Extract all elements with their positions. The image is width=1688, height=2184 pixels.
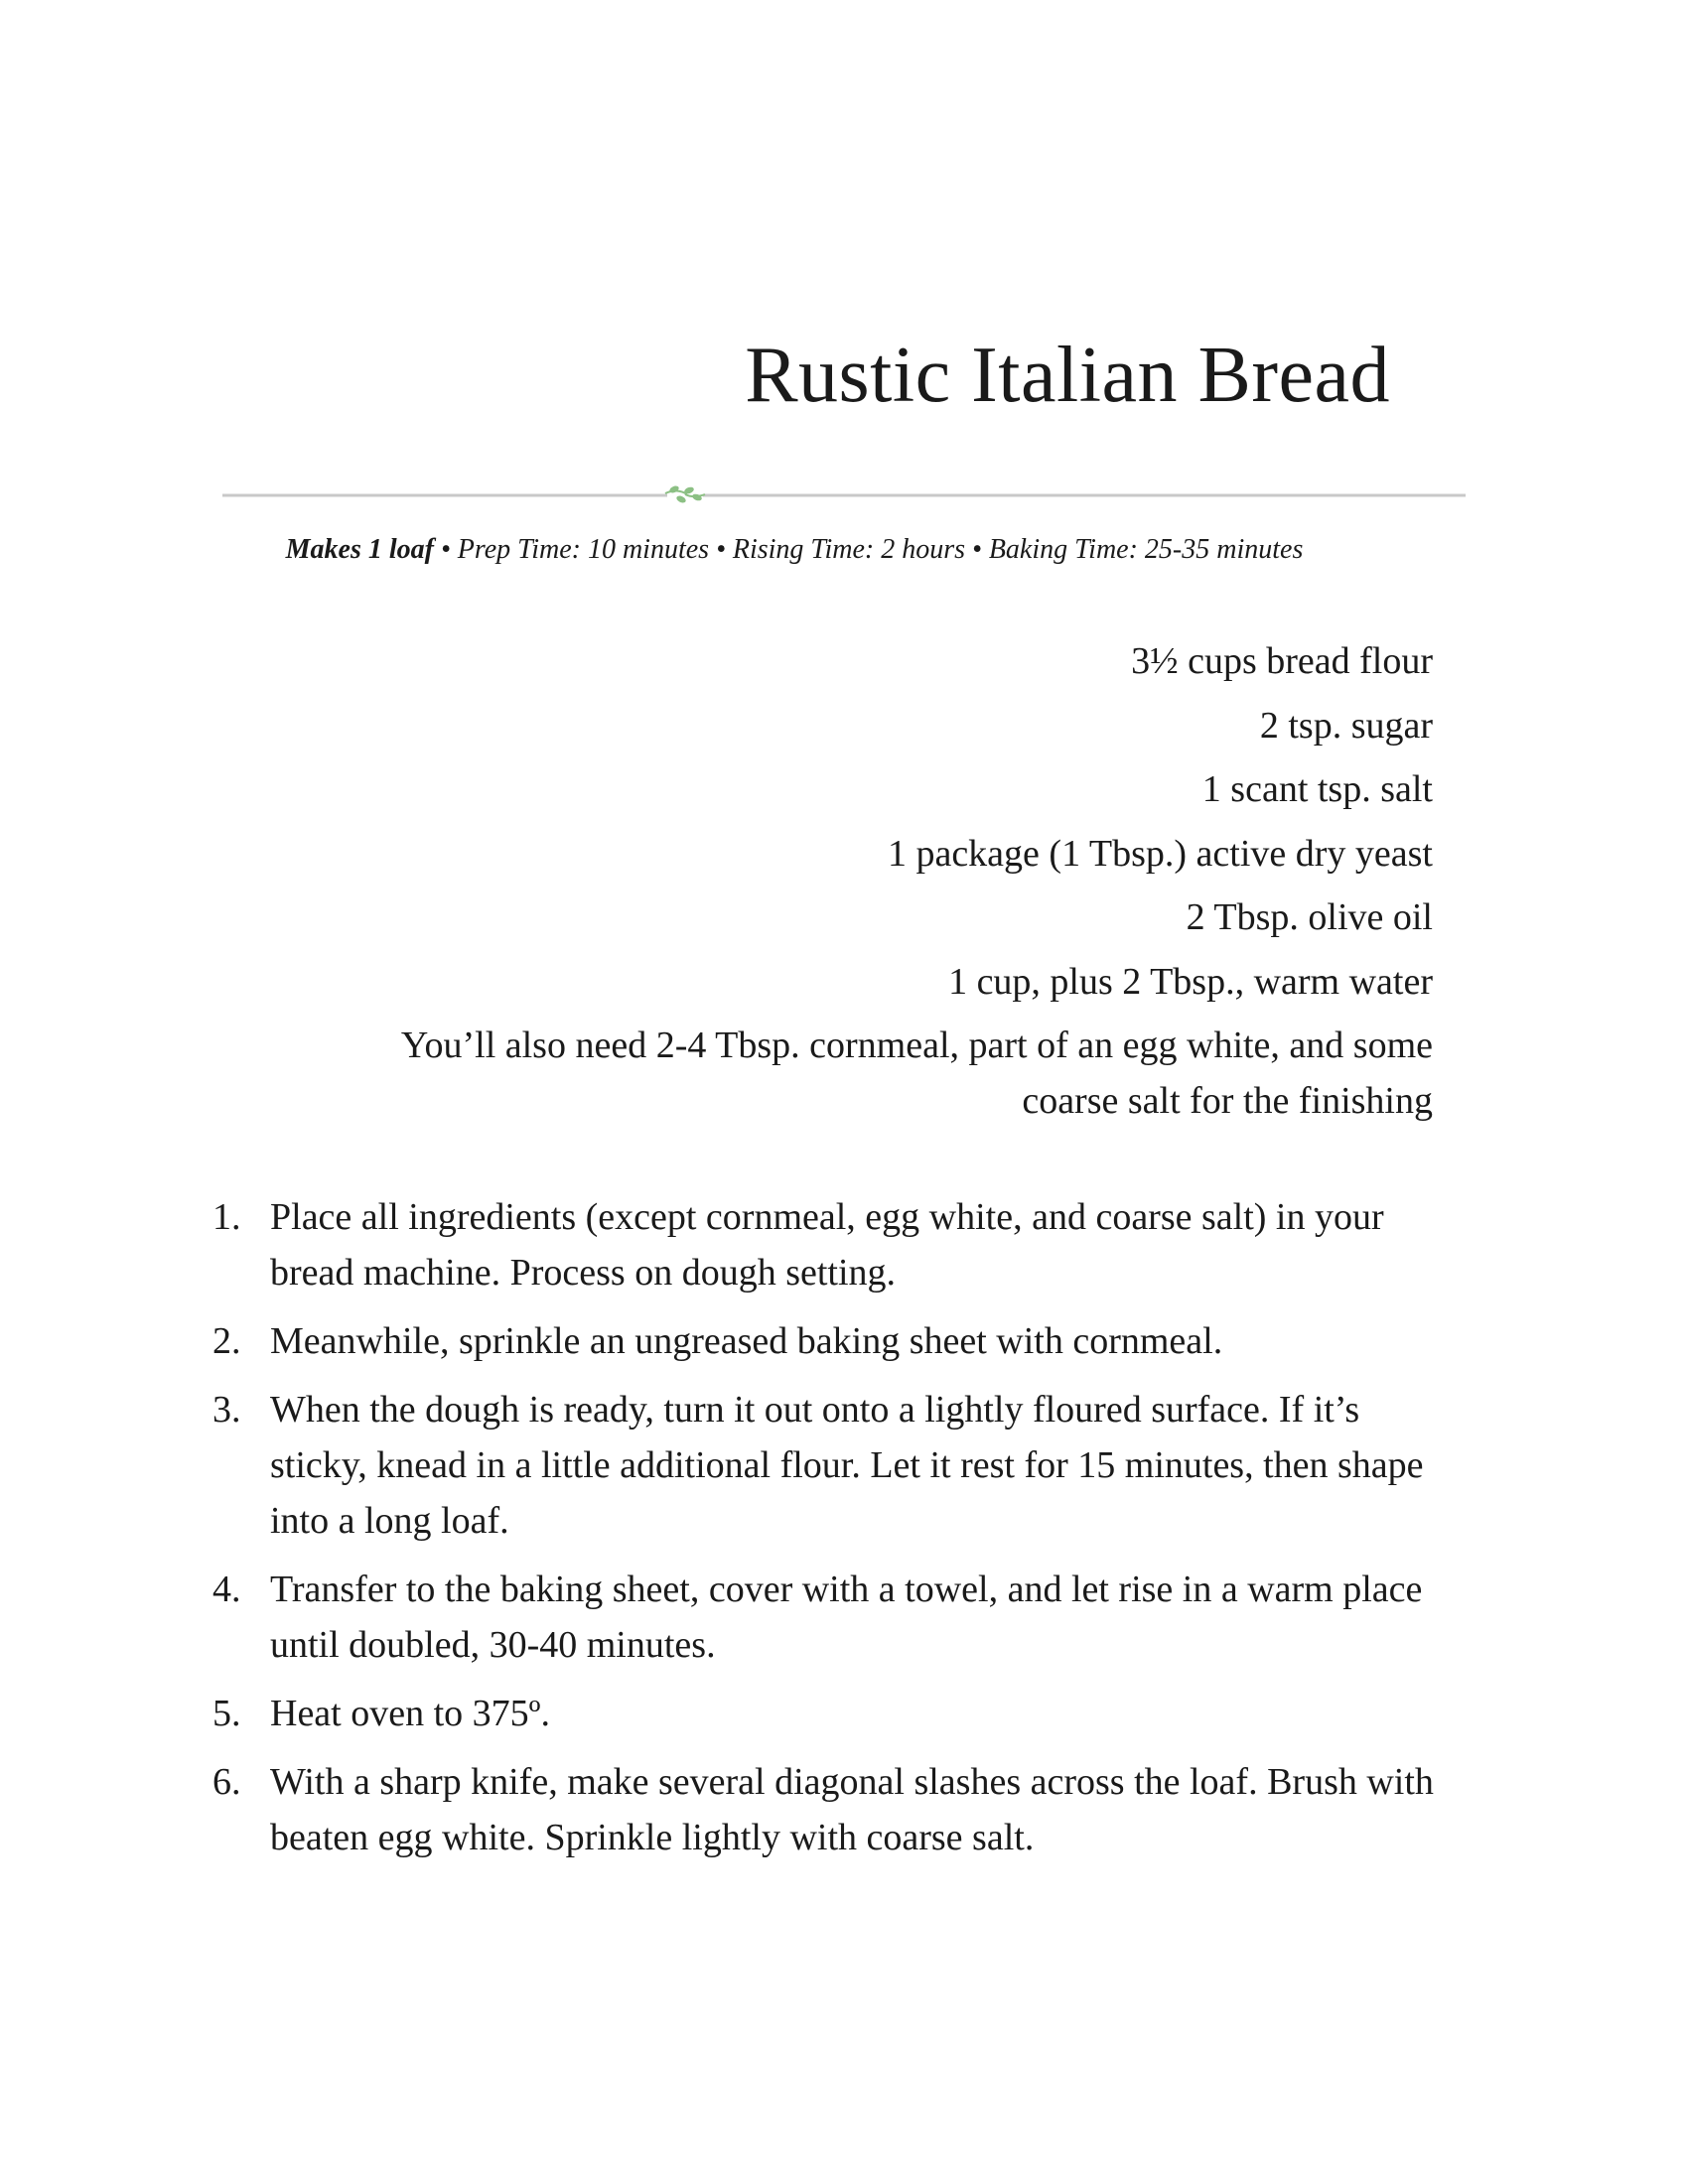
meta-separator: • — [965, 534, 989, 565]
instruction-step — [209, 1189, 1460, 1300]
step-text: Place all ingredients (except cornmeal, egg white, and coarse salt) in your bread machine. Process on dough setting. — [270, 1196, 1384, 1294]
instruction-step — [209, 1313, 1460, 1369]
step-number: 2. — [212, 1320, 241, 1362]
recipe-yield: Makes 1 loaf — [285, 534, 434, 565]
step-text: Heat oven to 375º. — [270, 1693, 550, 1734]
rising-time: Rising Time: 2 hours — [732, 534, 966, 565]
ingredient-item: 1 cup, plus 2 Tbsp., warm water — [948, 960, 1433, 1003]
ingredient-item: 2 Tbsp. olive oil — [1186, 896, 1433, 938]
ingredient-note: You’ll also need 2-4 Tbsp. cornmeal, part of an egg white, and some coarse salt for the finishing — [400, 1024, 1433, 1122]
leaf-sprig-icon — [665, 484, 705, 504]
step-text: When the dough is ready, turn it out onto a lightly floured surface. If it’s sticky, knead in a little additional flour. Let it rest for 15 minutes, then shape into a long loaf. — [270, 1389, 1424, 1542]
baking-time: Baking Time: 25-35 minutes — [988, 534, 1304, 565]
ingredient-list — [298, 633, 1433, 1138]
instruction-step — [209, 1686, 1460, 1741]
recipe-meta — [199, 530, 1390, 570]
instruction-step — [209, 1754, 1460, 1865]
ingredient-item: 1 scant tsp. salt — [1201, 768, 1433, 810]
step-text: With a sharp knife, make several diagonal slashes across the loaf. Brush with beaten egg white. Sprinkle lightly with coarse salt. — [270, 1761, 1434, 1858]
ingredient-item: 3½ cups bread flour — [1131, 640, 1433, 682]
step-number: 5. — [212, 1693, 241, 1734]
meta-separator: • — [433, 534, 458, 565]
step-text: Meanwhile, sprinkle an ungreased baking sheet with cornmeal. — [270, 1320, 1223, 1362]
recipe-title: Rustic Italian Bread — [745, 332, 1390, 419]
step-number: 3. — [212, 1389, 241, 1431]
ingredient-item: 2 tsp. sugar — [1259, 704, 1433, 747]
step-number: 6. — [212, 1761, 241, 1803]
instruction-list — [209, 1189, 1460, 1878]
meta-separator: • — [709, 534, 733, 565]
step-number: 4. — [212, 1569, 241, 1610]
ingredient-item: 1 package (1 Tbsp.) active dry yeast — [887, 832, 1433, 875]
prep-time: Prep Time: 10 minutes — [457, 534, 710, 565]
instruction-step — [209, 1382, 1460, 1549]
step-text: Transfer to the baking sheet, cover with a towel, and let rise in a warm place until doubled, 30-40 minutes. — [270, 1569, 1423, 1666]
title-divider — [222, 480, 1466, 510]
instruction-step — [209, 1562, 1460, 1673]
step-number: 1. — [212, 1196, 241, 1238]
